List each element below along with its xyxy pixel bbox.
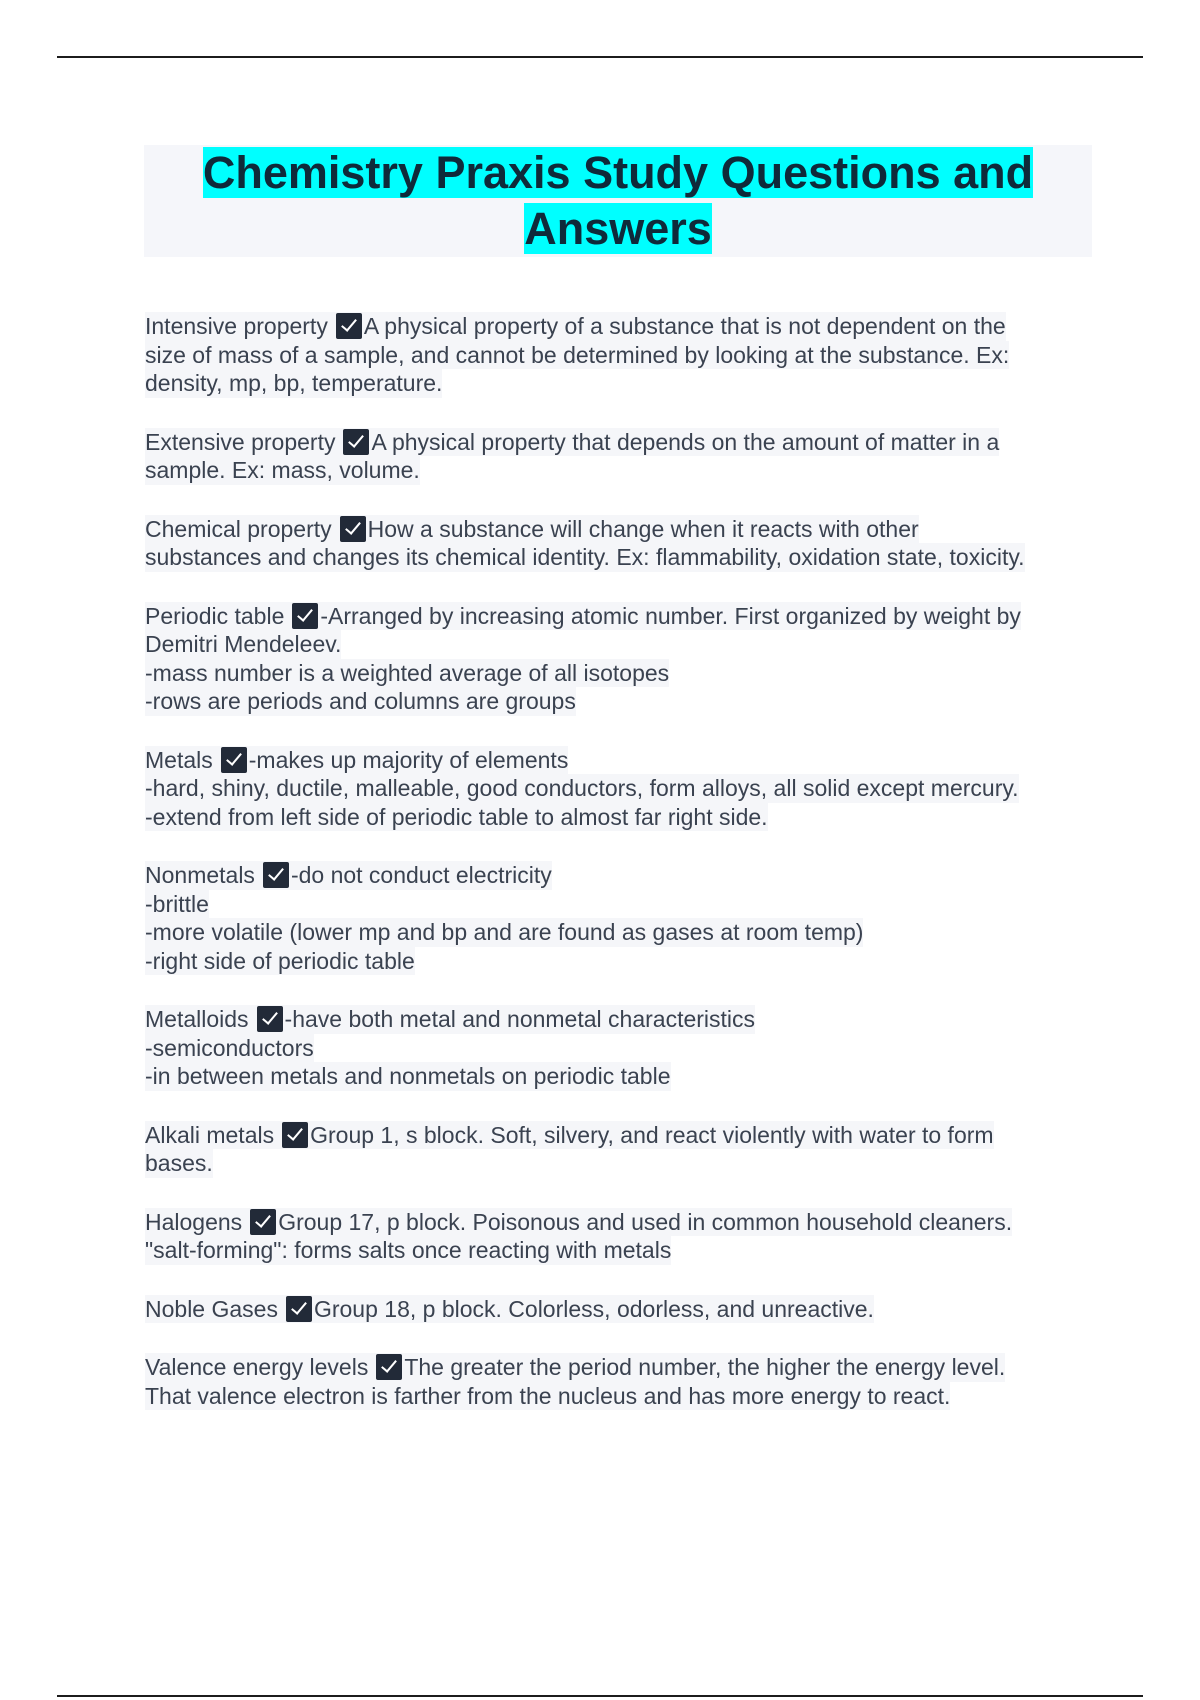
- qa-first-line: [145, 602, 1021, 631]
- checkmark-icon: [221, 747, 247, 773]
- qa-answer-text: Group 1, s block. Soft, silvery, and react violently with water to form: [310, 1121, 994, 1148]
- qa-answer-text: Demitri Mendeleev.: [145, 631, 342, 657]
- qa-answer-text: -do not conduct electricity: [290, 862, 552, 888]
- qa-term: Chemical property: [145, 515, 332, 542]
- qa-answer-text: Group 17, p block. Poisonous and used in common household cleaners.: [278, 1208, 1013, 1235]
- qa-item: [145, 1005, 1085, 1091]
- qa-item: [145, 746, 1085, 832]
- qa-answer-line: [145, 1062, 671, 1091]
- qa-answer-line: [145, 687, 576, 716]
- qa-answer-line: [145, 341, 1009, 370]
- qa-answer-text: -extend from left side of periodic table to almost far right side.: [145, 803, 768, 830]
- qa-term: Intensive property: [145, 313, 328, 339]
- qa-answer-line: [145, 369, 442, 398]
- qa-answer-text: sample. Ex: mass, volume.: [145, 457, 420, 483]
- qa-term: Alkali metals: [145, 1121, 275, 1148]
- qa-answer-text: A physical property that depends on the amount of matter in a: [371, 428, 1000, 455]
- qa-first-line: [145, 1353, 1005, 1382]
- qa-item: [145, 1353, 1085, 1410]
- qa-answer-text: "salt-forming": forms salts once reacting with metals: [145, 1237, 672, 1263]
- qa-answer-text: -hard, shiny, ductile, malleable, good conductors, form alloys, all solid except mercury.: [145, 775, 1019, 801]
- qa-answer-text: Group 18, p block. Colorless, odorless, and unreactive.: [313, 1295, 874, 1322]
- qa-answer-line: [145, 1236, 671, 1265]
- qa-answer-text: density, mp, bp, temperature.: [145, 370, 443, 396]
- qa-first-line: [145, 1121, 994, 1150]
- qa-term: Extensive property: [145, 428, 336, 455]
- qa-item: [145, 602, 1085, 716]
- qa-first-line: [145, 861, 552, 890]
- checkmark-icon: [376, 1354, 402, 1380]
- qa-answer-line: [145, 803, 768, 832]
- qa-answer-text: -semiconductors: [145, 1034, 314, 1061]
- qa-answer-text: -have both metal and nonmetal characteristics: [284, 1006, 756, 1032]
- qa-answer-text: A physical property of a substance that is not dependent on the: [363, 313, 1006, 339]
- qa-item: [145, 1208, 1085, 1265]
- qa-answer-text: -makes up majority of elements: [248, 746, 569, 773]
- header-rule: [57, 56, 1143, 58]
- qa-answer-line: [145, 1382, 950, 1411]
- title-line-2: Answers: [524, 203, 712, 254]
- qa-answer-text: size of mass of a sample, and cannot be determined by looking at the substance. Ex:: [145, 341, 1010, 368]
- qa-first-line: [145, 1295, 874, 1324]
- qa-answer-line: [145, 890, 209, 919]
- qa-answer-line: [145, 456, 420, 485]
- qa-answer-text: -in between metals and nonmetals on periodic table: [145, 1063, 671, 1089]
- qa-first-line: [145, 1208, 1012, 1237]
- qa-answer-text: -brittle: [145, 890, 209, 917]
- qa-item: [145, 428, 1085, 485]
- page-title: [144, 145, 1092, 257]
- qa-term: Metals: [145, 746, 213, 773]
- qa-item: [145, 1121, 1085, 1178]
- qa-answer-text: -Arranged by increasing atomic number. First organized by weight by: [320, 602, 1021, 629]
- qa-answer-line: [145, 1149, 213, 1178]
- checkmark-icon: [343, 429, 369, 455]
- title-line-1: Chemistry Praxis Study Questions and: [202, 147, 1034, 198]
- qa-answer-text: The greater the period number, the higher the energy level.: [404, 1354, 1006, 1380]
- checkmark-icon: [250, 1209, 276, 1235]
- qa-answer-text: -rows are periods and columns are groups: [145, 688, 576, 714]
- qa-answer-text: -more volatile (lower mp and bp and are found as gases at room temp): [145, 919, 864, 945]
- qa-term: Nonmetals: [145, 862, 255, 888]
- qa-first-line: [145, 746, 568, 775]
- qa-first-line: [145, 428, 999, 457]
- checkmark-icon: [282, 1122, 308, 1148]
- qa-term: Noble Gases: [145, 1295, 278, 1322]
- qa-answer-line: [145, 630, 341, 659]
- checkmark-icon: [336, 313, 362, 339]
- qa-answer-line: [145, 774, 1019, 803]
- qa-answer-text: -mass number is a weighted average of all isotopes: [145, 659, 670, 686]
- qa-list: [145, 312, 1085, 1440]
- checkmark-icon: [257, 1006, 283, 1032]
- qa-term: Periodic table: [145, 602, 285, 629]
- checkmark-icon: [292, 603, 318, 629]
- qa-term: Metalloids: [145, 1006, 249, 1032]
- qa-answer-text: substances and changes its chemical identity. Ex: flammability, oxidation state, toxicity.: [145, 544, 1025, 570]
- checkmark-icon: [263, 862, 289, 888]
- footer-rule: [57, 1695, 1143, 1697]
- qa-answer-line: [145, 947, 415, 976]
- qa-first-line: [145, 1005, 755, 1034]
- qa-term: Halogens: [145, 1208, 243, 1235]
- qa-item: [145, 312, 1085, 398]
- qa-first-line: [145, 515, 919, 544]
- qa-answer-text: That valence electron is farther from the nucleus and has more energy to react.: [145, 1382, 951, 1409]
- qa-answer-line: [145, 659, 669, 688]
- qa-answer-line: [145, 543, 1025, 572]
- checkmark-icon: [286, 1296, 312, 1322]
- qa-item: [145, 1295, 1085, 1324]
- qa-item: [145, 861, 1085, 975]
- qa-answer-line: [145, 1034, 314, 1063]
- qa-term: Valence energy levels: [145, 1354, 369, 1380]
- qa-first-line: [145, 312, 1006, 341]
- qa-item: [145, 515, 1085, 572]
- title-block: [144, 145, 1092, 257]
- qa-answer-text: -right side of periodic table: [145, 947, 415, 974]
- qa-answer-text: bases.: [145, 1150, 213, 1176]
- qa-answer-line: [145, 918, 863, 947]
- checkmark-icon: [340, 516, 366, 542]
- qa-answer-text: How a substance will change when it reacts with other: [367, 515, 919, 542]
